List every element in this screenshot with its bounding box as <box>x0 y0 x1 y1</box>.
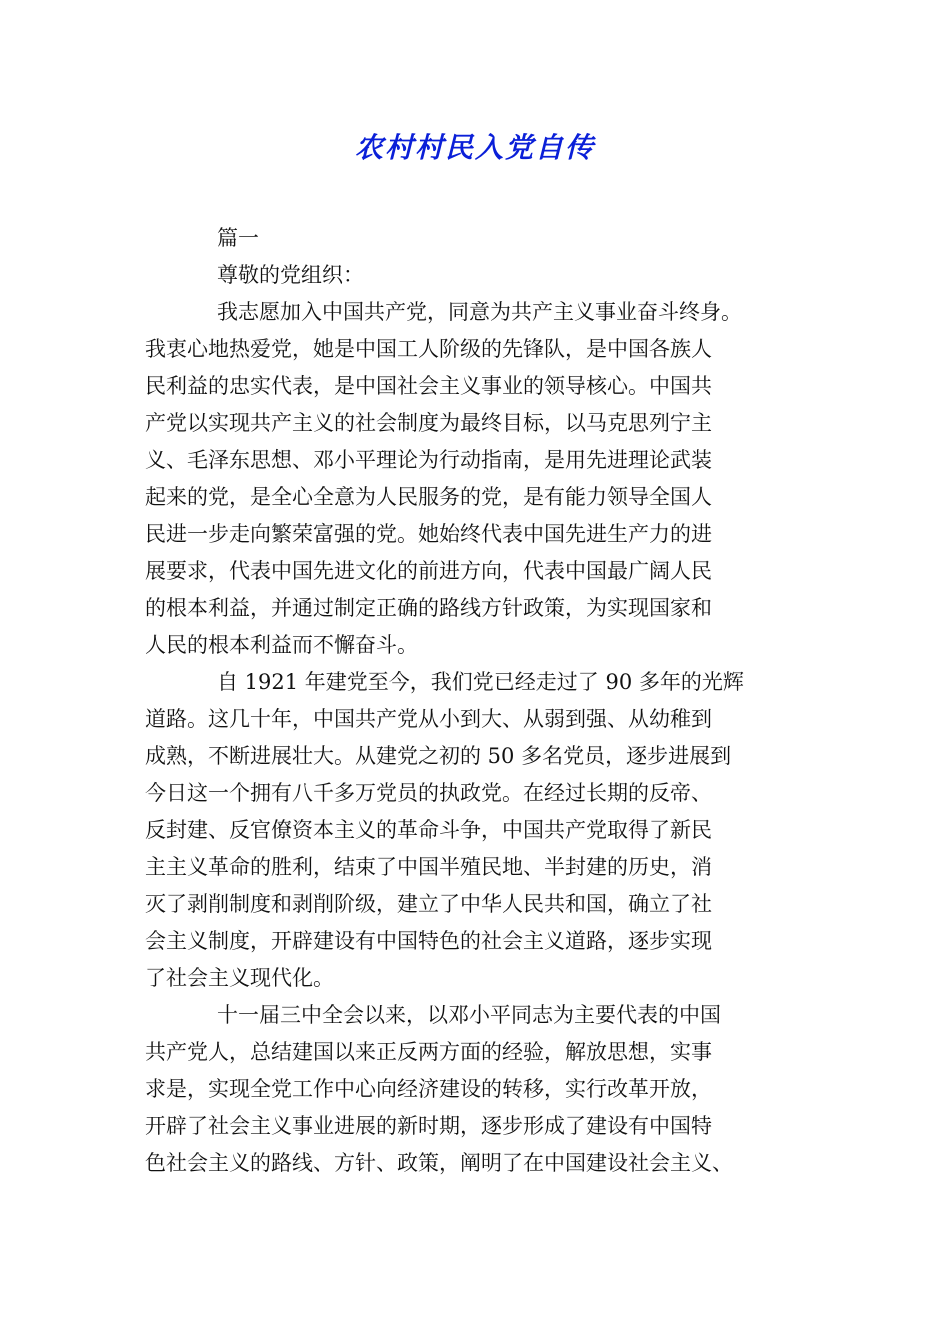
paragraph-line: 起来的党，是全心全意为人民服务的党，是有能力领导全国人 <box>145 485 712 509</box>
paragraph-line: 求是，实现全党工作中心向经济建设的转移，实行改革开放， <box>145 1077 712 1101</box>
paragraph-line: 开辟了社会主义事业进展的新时期，逐步形成了建设有中国特 <box>145 1114 712 1138</box>
paragraph-line: 了社会主义现代化。 <box>145 966 334 990</box>
paragraph-line: 灭了剥削制度和剥削阶级，建立了中华人民共和国，确立了社 <box>145 892 712 916</box>
document-title: 农村村民入党自传 <box>354 131 595 164</box>
paragraph-line: 成熟，不断进展壮大。从建党之初的 50 多名党员，逐步进展到 <box>145 744 732 768</box>
paragraph-line: 民进一步走向繁荣富强的党。她始终代表中国先进生产力的进 <box>145 522 712 546</box>
salutation: 尊敬的党组织： <box>217 263 364 287</box>
paragraph-line: 的根本利益，并通过制定正确的路线方针政策，为实现国家和 <box>145 596 712 620</box>
section-heading: 篇一 <box>217 226 259 250</box>
paragraph-1 <box>145 294 810 664</box>
paragraph-line: 义、毛泽东思想、邓小平理论为行动指南，是用先进理论武装 <box>145 448 712 472</box>
paragraph-line: 我志愿加入中国共产党，同意为共产主义事业奋斗终身。 <box>217 300 742 324</box>
paragraph-line: 道路。这几十年，中国共产党从小到大、从弱到强、从幼稚到 <box>145 707 712 731</box>
paragraph-line: 自 1921 年建党至今，我们党已经走过了 90 多年的光辉 <box>217 670 744 694</box>
paragraph-line: 展要求，代表中国先进文化的前进方向，代表中国最广阔人民 <box>145 559 712 583</box>
paragraph-line: 反封建、反官僚资本主义的革命斗争，中国共产党取得了新民 <box>145 818 712 842</box>
paragraph-line: 会主义制度，开辟建设有中国特色的社会主义道路，逐步实现 <box>145 929 712 953</box>
paragraph-3 <box>145 997 810 1182</box>
paragraph-line: 今日这一个拥有八千多万党员的执政党。在经过长期的反帝、 <box>145 781 712 805</box>
paragraph-line: 共产党人，总结建国以来正反两方面的经验，解放思想，实事 <box>145 1040 712 1064</box>
paragraph-line: 我衷心地热爱党，她是中国工人阶级的先锋队，是中国各族人 <box>145 337 712 361</box>
paragraph-line: 人民的根本利益而不懈奋斗。 <box>145 633 418 657</box>
document-body <box>145 220 810 1182</box>
paragraph-2 <box>145 664 810 997</box>
paragraph-line: 十一届三中全会以来，以邓小平同志为主要代表的中国 <box>217 1003 721 1027</box>
paragraph-line: 主主义革命的胜利，结束了中国半殖民地、半封建的历史，消 <box>145 855 712 879</box>
paragraph-line: 民利益的忠实代表，是中国社会主义事业的领导核心。中国共 <box>145 374 712 398</box>
paragraph-line: 产党以实现共产主义的社会制度为最终目标，以马克思列宁主 <box>145 411 712 435</box>
paragraph-line: 色社会主义的路线、方针、政策，阐明了在中国建设社会主义、 <box>145 1151 733 1175</box>
